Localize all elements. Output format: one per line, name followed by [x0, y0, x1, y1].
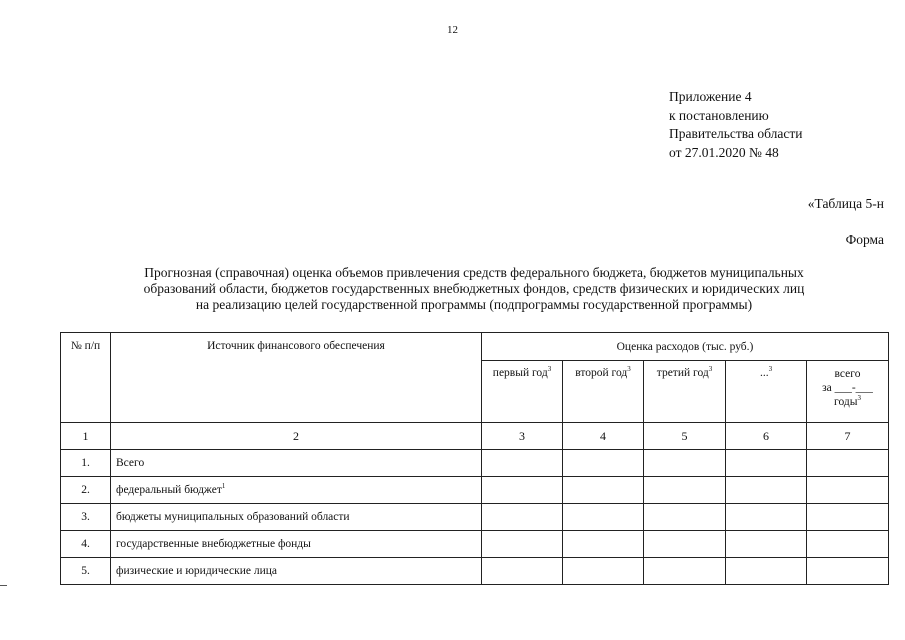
value-cell [644, 504, 726, 531]
value-cell [807, 531, 889, 558]
appendix-line: Правительства области [669, 126, 803, 141]
value-cell [726, 531, 807, 558]
header-year-3: третий год$^3$ [644, 361, 726, 423]
row-number: 3. [61, 504, 111, 531]
scan-edge-mark [0, 585, 7, 586]
value-cell [726, 558, 807, 585]
value-cell [563, 477, 644, 504]
table-row [61, 504, 889, 531]
appendix-line: от 27.01.2020 № 48 [669, 144, 779, 160]
table-label: «Таблица 5-н [807, 196, 884, 211]
header-total: всего за ___-___ годы$^3$ [807, 361, 889, 423]
value-cell [807, 477, 889, 504]
column-number: 3 [482, 423, 563, 450]
value-cell [482, 558, 563, 585]
row-number: 5. [61, 558, 111, 585]
column-number: 4 [563, 423, 644, 450]
value-cell [482, 450, 563, 477]
value-cell [726, 504, 807, 531]
funding-estimate-table [60, 332, 889, 585]
value-cell [644, 477, 726, 504]
value-cell [563, 558, 644, 585]
column-number: 2 [111, 423, 482, 450]
row-label: физические и юридические лица [111, 558, 482, 585]
row-label: государственные внебюджетные фонды [111, 531, 482, 558]
row-label: федеральный бюджет$^1$ [111, 477, 482, 504]
value-cell [482, 504, 563, 531]
row-label: бюджеты муниципальных образований области [111, 504, 482, 531]
value-cell [807, 450, 889, 477]
title-line: образований области, бюджетов государственных внебюджетных фондов, средств физических и юридических лиц [143, 281, 805, 296]
row-number: 4. [61, 531, 111, 558]
title-line: на реализацию целей государственной программы (подпрограммы государственной программы) [195, 297, 753, 312]
column-number: 6 [726, 423, 807, 450]
value-cell [563, 504, 644, 531]
row-number: 1. [61, 450, 111, 477]
appendix-line: к постановлению [669, 107, 769, 123]
value-cell [644, 558, 726, 585]
title-line: Прогнозная (справочная) оценка объемов привлечения средств федерального бюджета, бюджетов муниципальных [144, 265, 804, 280]
value-cell [726, 477, 807, 504]
form-label: Форма [845, 232, 884, 247]
header-year-1: первый год$^3$ [482, 361, 563, 423]
value-cell [644, 531, 726, 558]
page-number: 12 [447, 24, 458, 36]
value-cell [482, 531, 563, 558]
appendix-block [669, 88, 802, 162]
value-cell [807, 558, 889, 585]
header-year-2: второй год$^3$ [563, 361, 644, 423]
value-cell [644, 450, 726, 477]
column-number: 1 [61, 423, 111, 450]
table-row [61, 477, 889, 504]
header-year-more: ...$^3$ [726, 361, 807, 423]
document-title [60, 265, 888, 313]
header-estimate: Оценка расходов (тыс. руб.) [482, 333, 889, 361]
table-row [61, 450, 889, 477]
table-row [61, 558, 889, 585]
table-row [61, 531, 889, 558]
appendix-line: Приложение 4 [669, 89, 752, 104]
header-no: № п/п [61, 333, 111, 423]
value-cell [726, 450, 807, 477]
value-cell [563, 450, 644, 477]
column-number: 5 [644, 423, 726, 450]
value-cell [807, 504, 889, 531]
header-source: Источник финансового обеспечения [111, 333, 482, 423]
row-number: 2. [61, 477, 111, 504]
column-number: 7 [807, 423, 889, 450]
row-label: Всего [111, 450, 482, 477]
value-cell [563, 531, 644, 558]
value-cell [482, 477, 563, 504]
